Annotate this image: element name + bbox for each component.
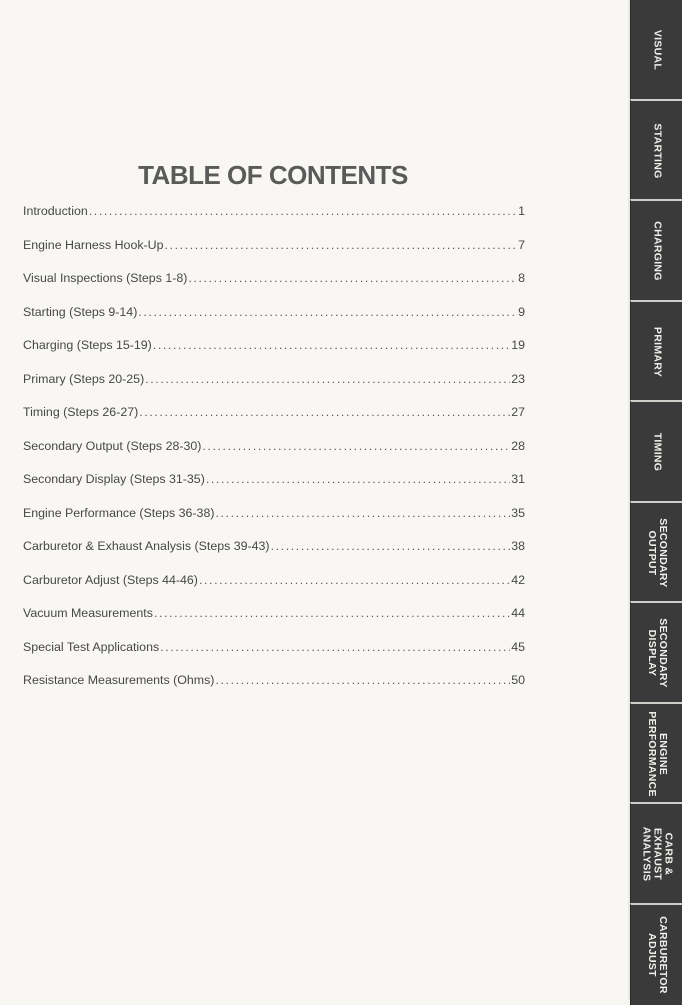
toc-entry-label: Visual Inspections (Steps 1-8): [23, 271, 187, 285]
toc-entry[interactable]: [23, 405, 525, 439]
section-tab-label: CHARGING: [651, 205, 662, 297]
toc-dot-leader: [160, 640, 510, 654]
section-tab[interactable]: [630, 903, 682, 1005]
page-title: TABLE OF CONTENTS: [0, 160, 546, 191]
toc-dot-leader: [188, 271, 517, 285]
section-tab[interactable]: [630, 601, 682, 704]
toc-entry-page-number: 27: [511, 405, 525, 419]
toc-dot-leader: [271, 539, 511, 553]
toc-entry-page-number: 31: [511, 472, 525, 486]
toc-entry-page-number: 9: [518, 305, 525, 319]
toc-entry-label: Secondary Display (Steps 31-35): [23, 472, 205, 486]
section-tab-label: CARB & EXHAUST ANALYSIS: [640, 808, 673, 900]
toc-entry-page-number: 8: [518, 271, 525, 285]
toc-entry-page-number: 35: [511, 506, 525, 520]
section-tab-label: SECONDARY DISPLAY: [646, 607, 668, 699]
toc-dot-leader: [215, 673, 510, 687]
section-tab[interactable]: [630, 400, 682, 503]
toc-entry-label: Engine Harness Hook-Up: [23, 238, 164, 252]
section-tab[interactable]: [630, 702, 682, 805]
toc-entry-page-number: 42: [511, 573, 525, 587]
toc-entry[interactable]: [23, 606, 525, 640]
toc-entry-label: Carburetor & Exhaust Analysis (Steps 39-43): [23, 539, 270, 553]
toc-entry-page-number: 44: [511, 606, 525, 620]
section-tab[interactable]: [630, 802, 682, 905]
section-tab-label: STARTING: [651, 105, 662, 197]
toc-entry-label: Carburetor Adjust (Steps 44-46): [23, 573, 198, 587]
toc-entry-page-number: 38: [511, 539, 525, 553]
toc-entry[interactable]: [23, 439, 525, 473]
toc-entry[interactable]: [23, 573, 525, 607]
toc-entry-page-number: 45: [511, 640, 525, 654]
toc-dot-leader: [199, 573, 510, 587]
toc-dot-leader: [154, 606, 510, 620]
toc-entry-label: Starting (Steps 9-14): [23, 305, 137, 319]
section-tab-label: SECONDARY OUTPUT: [646, 507, 668, 599]
toc-entry-page-number: 23: [511, 372, 525, 386]
toc-entry[interactable]: [23, 238, 525, 272]
section-tab[interactable]: [630, 501, 682, 604]
toc-dot-leader: [206, 472, 510, 486]
toc-entry[interactable]: [23, 338, 525, 372]
toc-entry-label: Resistance Measurements (Ohms): [23, 673, 214, 687]
toc-entry-page-number: 1: [518, 204, 525, 218]
toc-entry[interactable]: [23, 539, 525, 573]
toc-entry-label: Vacuum Measurements: [23, 606, 153, 620]
toc-entry-page-number: 19: [511, 338, 525, 352]
toc-dot-leader: [89, 204, 517, 218]
section-tab[interactable]: [630, 99, 682, 202]
toc-entry[interactable]: [23, 472, 525, 506]
toc-entry[interactable]: [23, 204, 525, 238]
section-tab-label: TIMING: [651, 406, 662, 498]
section-tab[interactable]: [630, 199, 682, 302]
section-tab-label: ENGINE PERFORMANCE: [646, 708, 668, 800]
section-tabs: [628, 0, 682, 1000]
toc-entry-page-number: 50: [511, 673, 525, 687]
toc-dot-leader: [139, 405, 510, 419]
toc-dot-leader: [215, 506, 510, 520]
toc-dot-leader: [202, 439, 510, 453]
toc-entry[interactable]: [23, 305, 525, 339]
toc-entry-label: Introduction: [23, 204, 88, 218]
section-tab[interactable]: [630, 0, 682, 101]
toc-entry-label: Engine Performance (Steps 36-38): [23, 506, 214, 520]
section-tab-label: CARBURETOR ADJUST: [646, 909, 668, 1001]
toc-entry-label: Secondary Output (Steps 28-30): [23, 439, 201, 453]
toc-entry-page-number: 28: [511, 439, 525, 453]
toc-entry-label: Charging (Steps 15-19): [23, 338, 152, 352]
toc-dot-leader: [145, 372, 510, 386]
toc-entry-label: Primary (Steps 20-25): [23, 372, 144, 386]
toc-entry[interactable]: [23, 271, 525, 305]
toc-dot-leader: [165, 238, 518, 252]
toc-entry[interactable]: [23, 673, 525, 707]
toc-entry[interactable]: [23, 640, 525, 674]
section-tab-label: PRIMARY: [651, 306, 662, 398]
table-of-contents: [23, 204, 525, 707]
toc-dot-leader: [153, 338, 510, 352]
toc-entry-page-number: 7: [518, 238, 525, 252]
toc-entry[interactable]: [23, 506, 525, 540]
toc-entry-label: Timing (Steps 26-27): [23, 405, 138, 419]
section-tab[interactable]: [630, 300, 682, 403]
toc-entry[interactable]: [23, 372, 525, 406]
section-tab-label: VISUAL: [651, 4, 662, 96]
toc-entry-label: Special Test Applications: [23, 640, 159, 654]
toc-dot-leader: [138, 305, 517, 319]
